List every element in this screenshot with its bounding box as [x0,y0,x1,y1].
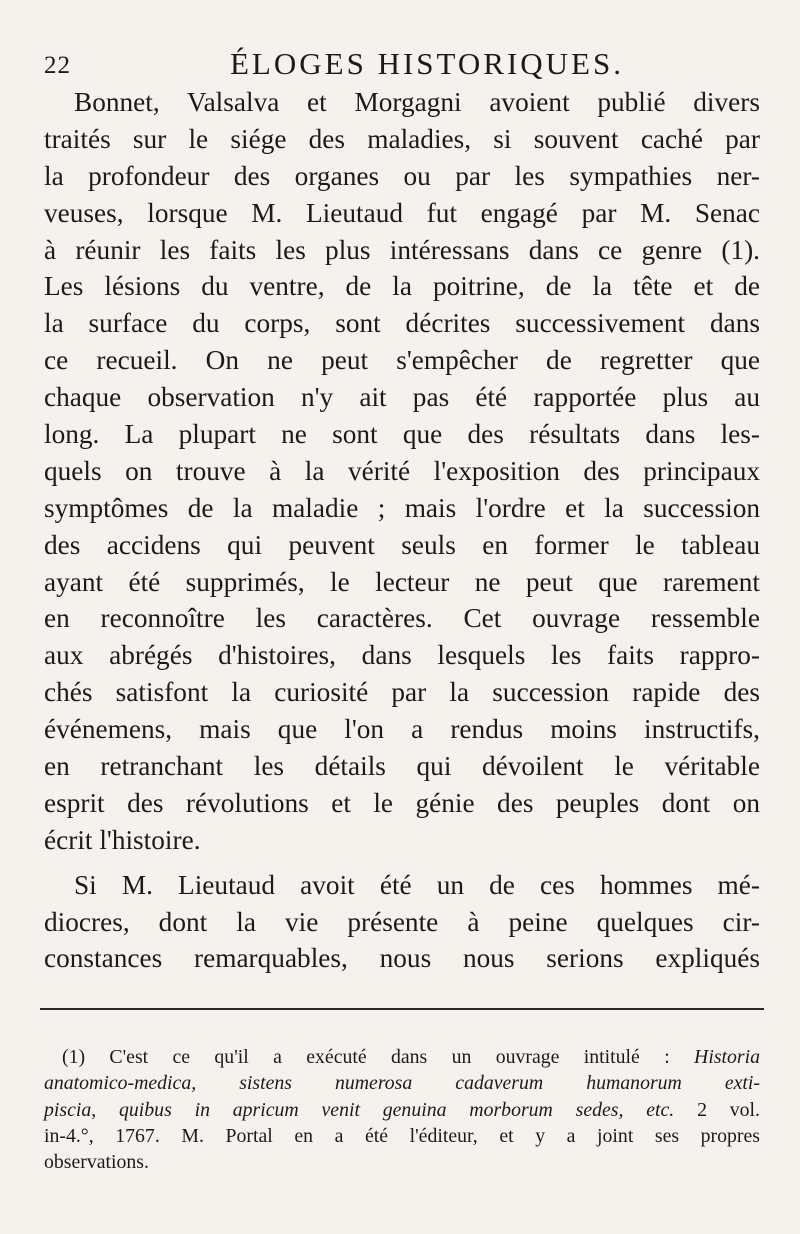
footnote-text: (1) C'est ce qu'il a exécuté dans un ouvrage intitulé : [62,1046,695,1068]
paragraph-container [44,84,760,977]
text-line: aux abrégés d'histoires, dans lesquels les faits rappro- [44,640,760,671]
body-text [44,84,760,977]
footnote-title-italic: piscia, quibus in apricum venit genuina morborum sedes, etc. [44,1098,675,1121]
text-line: Si M. Lieutaud avoit été un de ces hommes mé- [74,869,760,900]
text-line: diocres, dont la vie présente à peine quelques cir- [44,906,760,937]
text-line: Les lésions du ventre, de la poitrine, de la tête et de [44,271,760,302]
text-line: esprit des révolutions et le génie des peuples dont on [44,787,760,818]
running-title: ÉLOGES HISTORIQUES. [230,46,624,81]
text-line: en reconnoître les caractères. Cet ouvrage ressemble [44,603,760,634]
text-line: événemens, mais que l'on a rendus moins instructifs, [44,714,760,745]
text-line: à réunir les faits les plus intéressans dans ce genre (1). [44,234,760,265]
footnote-line: in-4.°, 1767. M. Portal en a été l'éditeur, et y a joint ses propres [44,1124,760,1147]
footnote-line [44,1097,760,1123]
page-number: 22 [44,52,71,79]
text-line: ayant été supprimés, le lecteur ne peut que rarement [44,566,760,597]
footnote-line [44,1044,760,1070]
footnote-divider [40,1008,764,1010]
text-line: ce recueil. On ne peut s'empêcher de regretter que [44,345,760,376]
text-line: chés satisfont la curiosité par la succession rapide des [44,677,760,708]
text-line: la surface du corps, sont décrites successivement dans [44,308,760,339]
text-line: en retranchant les détails qui dévoilent le véritable [44,751,760,782]
paragraph-gap [44,859,760,867]
paragraph [44,867,760,978]
footnote-title-italic: Historia [694,1046,760,1068]
text-line: veuses, lorsque M. Lieutaud fut engagé par M. Senac [44,197,760,228]
footnote [44,1044,760,1175]
text-line: quels on trouve à la vérité l'exposition des principaux [44,455,760,486]
paragraph [44,84,760,859]
text-line: des accidens qui peuvent seuls en former le tableau [44,529,760,560]
text-line: la profondeur des organes ou par les sympathies ner- [44,160,760,191]
text-line: symptômes de la maladie ; mais l'ordre et la succession [44,492,760,523]
text-line: traités sur le siége des maladies, si souvent caché par [44,123,760,154]
footnote-text: 2 vol. [674,1098,761,1121]
text-line: long. La plupart ne sont que des résultats dans les- [44,419,760,450]
footnote-line: observations. [44,1151,149,1174]
footnote-line: anatomico-medica, sistens numerosa cadaverum humanorum exti- [44,1072,760,1095]
text-line: constances remarquables, nous nous serions expliqués [44,943,760,974]
page-header [44,44,764,84]
text-line: chaque observation n'y ait pas été rapportée plus au [44,382,760,413]
text-line: Bonnet, Valsalva et Morgagni avoient publié divers [74,87,760,117]
text-line: écrit l'histoire. [44,824,201,855]
